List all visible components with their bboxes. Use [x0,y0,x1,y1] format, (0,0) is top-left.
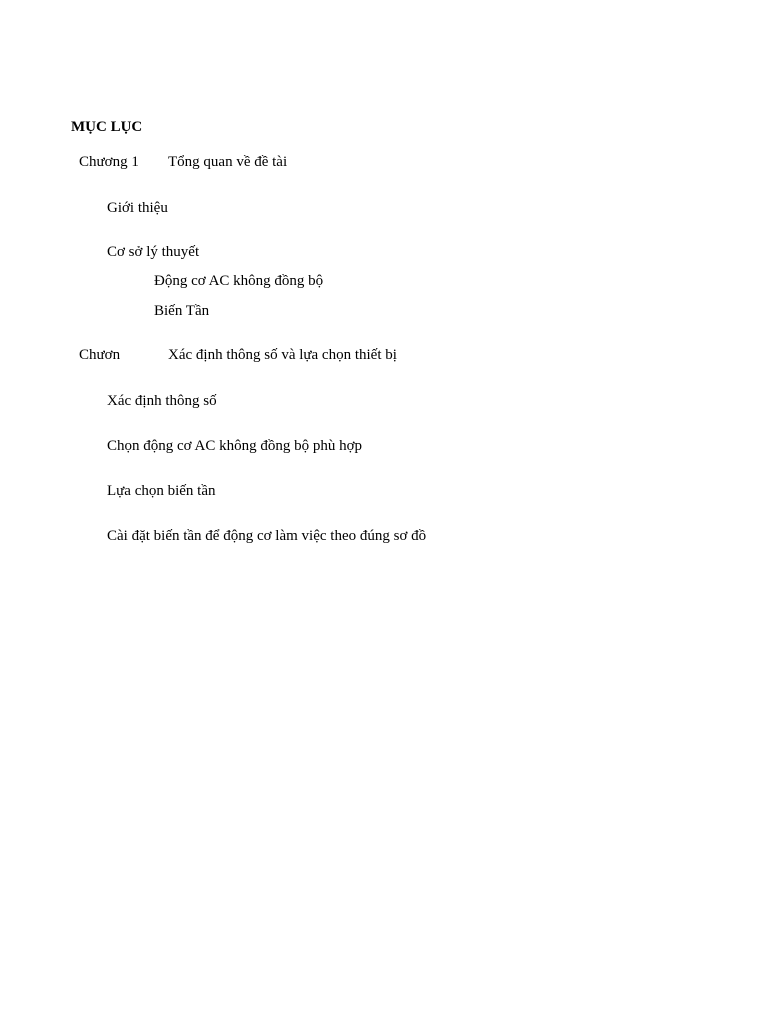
subsection-bien-tan: Biến Tần [154,303,210,319]
chapter-1-title: Tổng quan về đề tài [168,154,288,170]
chapter-2-number: Chươn [79,347,121,363]
chapter-1-number: Chương 1 [79,154,139,170]
section-co-so-ly-thuyet: Cơ sở lý thuyết [107,244,200,260]
section-cai-dat-bien-tan: Cài đặt biến tần để động cơ làm việc theo đúng sơ đồ [107,528,427,544]
subsection-dong-co-ac: Động cơ AC không đồng bộ [154,273,324,289]
section-chon-dong-co: Chọn động cơ AC không đồng bộ phù hợp [107,438,363,454]
toc-title: MỤC LỤC [71,119,143,135]
chapter-2-title: Xác định thông số và lựa chọn thiết bị [168,347,397,363]
section-lua-chon-bien-tan: Lựa chọn biến tần [107,483,216,499]
section-xac-dinh-thong-so: Xác định thông số [107,393,217,409]
section-gioi-thieu: Giới thiệu [107,200,168,216]
